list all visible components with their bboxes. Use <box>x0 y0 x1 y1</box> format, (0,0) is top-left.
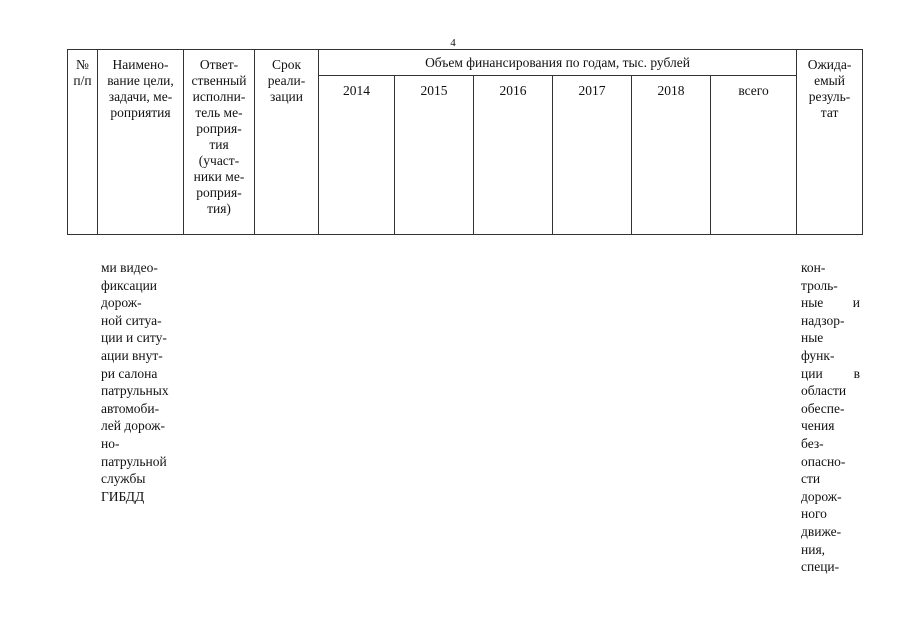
header-expected: Ожида- емый резуль- тат <box>797 50 863 235</box>
header-year-2018: 2018 <box>632 76 711 235</box>
header-num: № п/п <box>68 50 98 235</box>
text-line: надзор- <box>801 312 845 328</box>
text-line: ния, <box>801 541 826 557</box>
header-year-2014: 2014 <box>319 76 395 235</box>
header-year-2017: 2017 <box>553 76 632 235</box>
header-funding-group: Объем финансирования по годам, тыс. рублей <box>319 50 797 76</box>
text-line: чения <box>801 418 835 434</box>
text-line: движе- <box>801 523 842 539</box>
header-year-2016: 2016 <box>474 76 553 235</box>
text-line: троль- <box>801 277 838 293</box>
text-line: но- <box>101 435 120 451</box>
text-line: ации внут- <box>101 347 163 363</box>
header-name: Наимено- вание цели, задачи, ме- роприятия <box>98 50 184 235</box>
text-line: ри салона <box>101 365 158 381</box>
text-line: ции в <box>801 365 860 381</box>
financing-table <box>67 49 863 235</box>
text-line: сти <box>801 471 821 487</box>
text-line: функ- <box>801 347 835 363</box>
text-line: специ- <box>801 559 840 575</box>
text-line: ные и <box>801 295 860 311</box>
text-line: ные <box>801 330 824 346</box>
header-term: Срок реали- зации <box>255 50 319 235</box>
text-line: ной ситуа- <box>101 312 162 328</box>
expected-result-text <box>801 259 860 576</box>
header-year-2015: 2015 <box>395 76 474 235</box>
text-line: области <box>801 383 847 399</box>
text-line: кон- <box>801 260 826 275</box>
text-line: патрульных <box>101 383 169 399</box>
text-line: лей дорож- <box>101 418 165 434</box>
text-line: дорож- <box>801 488 842 504</box>
text-line: обеспе- <box>801 400 845 416</box>
text-line: опасно- <box>801 453 846 469</box>
text-line: ции и ситу- <box>101 330 167 346</box>
header-total: всего <box>711 76 797 235</box>
text-line: службы <box>101 471 146 487</box>
goal-name-text <box>101 259 187 505</box>
text-line: фиксации дорож- <box>101 277 158 311</box>
text-line: патрульной <box>101 453 167 469</box>
text-line: без- <box>801 435 824 451</box>
header-responsible: Ответ- ственный исполни- тель ме- роприя- тия (участ- ники ме- роприя- тия) <box>184 50 255 235</box>
text-line: автомоби- <box>101 400 160 416</box>
page-number: 4 <box>450 37 456 49</box>
text-line: ГИБДД <box>101 488 145 504</box>
text-line: ного <box>801 506 827 522</box>
text-line: ми видео- <box>101 260 158 275</box>
